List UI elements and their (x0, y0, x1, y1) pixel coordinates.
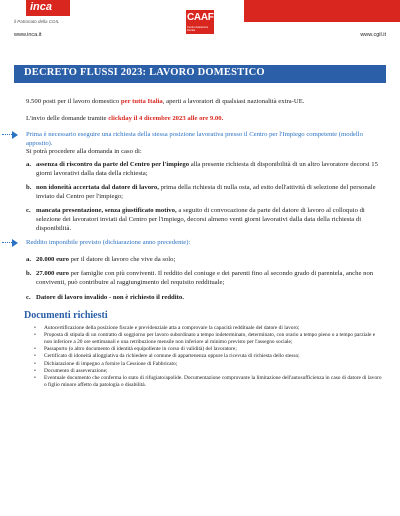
intro-paragraph-2: L'invio delle domande tramite clickday il 4 dicembre 2023 alle ore 9.00. (26, 114, 224, 122)
red-band (244, 0, 400, 22)
arrow-right-icon (12, 239, 18, 247)
intro-paragraph-1: 9.500 posti per il lavoro domestico per tutta Italia, aperti a lavoratori di qualsiasi nazionalità extra-UE. (26, 98, 305, 105)
list-item: b. 27.000 euro per famiglie con più conviventi. Il reddito del coniuge e dei parenti fino al secondo grado di parentela, anche non conviventi, può contribuire al raggiungimento del requisito reddituale; (26, 270, 374, 286)
documents-heading: Documenti richiesti (24, 310, 108, 322)
cgil-url-link[interactable]: www.cgil.it (360, 32, 386, 38)
highlight-italy: per tutta Italia (120, 98, 163, 105)
dotted-leader (2, 242, 12, 243)
caaf-logo[interactable] (186, 10, 214, 34)
callout-followup: Si potrà procedere alla domanda in caso di: (26, 148, 142, 156)
cases-list (26, 161, 382, 233)
list-item: • Documento di asseverazione; (26, 368, 382, 375)
inca-tagline: il Patronato della CGIL (14, 19, 60, 24)
callout-text: Prima è necessario eseguire una richiesta della stessa posizione lavorativa presso il Centro per l'Impiego competente (modello apposito). (26, 131, 363, 147)
page-title: DECRETO FLUSSI 2023: LAVORO DOMESTICO (24, 67, 265, 78)
list-item: • Eventuale documento che conferma lo stato di rifugiato/apolide. Documentazione comprovante la limitazione dell'autosufficienza in caso di datore di lavoro o figlio minore affetto da patologia o disabilità. (26, 375, 382, 388)
inca-url-link[interactable]: www.inca.it (14, 32, 42, 38)
arrow-right-icon (12, 131, 18, 139)
list-item: b. non idoneità accertata dal datore di lavoro, prima della richiesta di nulla osta, ad esito dell'attività di selezione del personale inviato dal Centro per l'impiego; (26, 184, 376, 200)
list-item: c. mancata presentazione, senza giustificato motivo, a seguito di convocazione da parte del datore di lavoro al colloquio di selezione dei lavoratori inviati dal Centro per l'impiego, decorsi almeno venti giorni lavorativi dalla data della richiesta di disponibilità. (26, 207, 365, 232)
income-list (26, 256, 382, 302)
callout-income (26, 239, 382, 248)
header (0, 0, 400, 46)
document-body (26, 98, 382, 389)
list-item: • Certificato di idoneità alloggiativa da richiedere al comune di appartenenza oppure la ricevuta di richiesta dello stesso; (26, 353, 382, 360)
dotted-leader (2, 134, 12, 135)
caaf-logo-sub: Centro Assistenza Fiscale (187, 26, 208, 32)
highlight-clickday: clickday il 4 dicembre 2023 alle ore 9.00. (108, 114, 224, 122)
list-item: a. assenza di riscontro da parte del Centro per l'impiego alla presente richiesta di disponibilità di un altro lavoratore decorsi 15 giorni lavorativi dalla data della richiesta; (26, 160, 378, 177)
callout-employment-centre (26, 131, 382, 148)
list-item: • Passaporto (o altro documento di identità equipollente in corso di validità) del lavoratore; (26, 346, 382, 353)
callout-income-text: Reddito imponibile previsto (dichiarazione anno precedente): (26, 239, 191, 247)
list-item: c. Datore di lavoro invalido - non è richiesto il reddito. (26, 293, 184, 301)
list-item: • Proposta di stipula di un contratto di soggiorno per lavoro subordinato a tempo indeterminato, determinato, con orario a tempo pieno o a tempo parziale e non inferiore a 20 ore settimanali e una retribuzione mensile non inferiore al minimo previsto per l'assegno sociale; (26, 332, 382, 345)
inca-logo-text: inca (30, 1, 53, 13)
caaf-logo-text: CAAF (187, 12, 214, 23)
list-item: • Dichiarazione di impegno a fornire la Cessione di Fabbricato; (26, 361, 382, 368)
list-item: • Autocertificazione della posizione fiscale e previdenziale atta a comprovare la capacità reddituale del datore di lavoro; (26, 325, 382, 332)
documents-list (26, 325, 382, 389)
title-bar (14, 65, 386, 83)
list-item: a. 20.000 euro per il datore di lavoro che vive da solo; (26, 255, 176, 263)
